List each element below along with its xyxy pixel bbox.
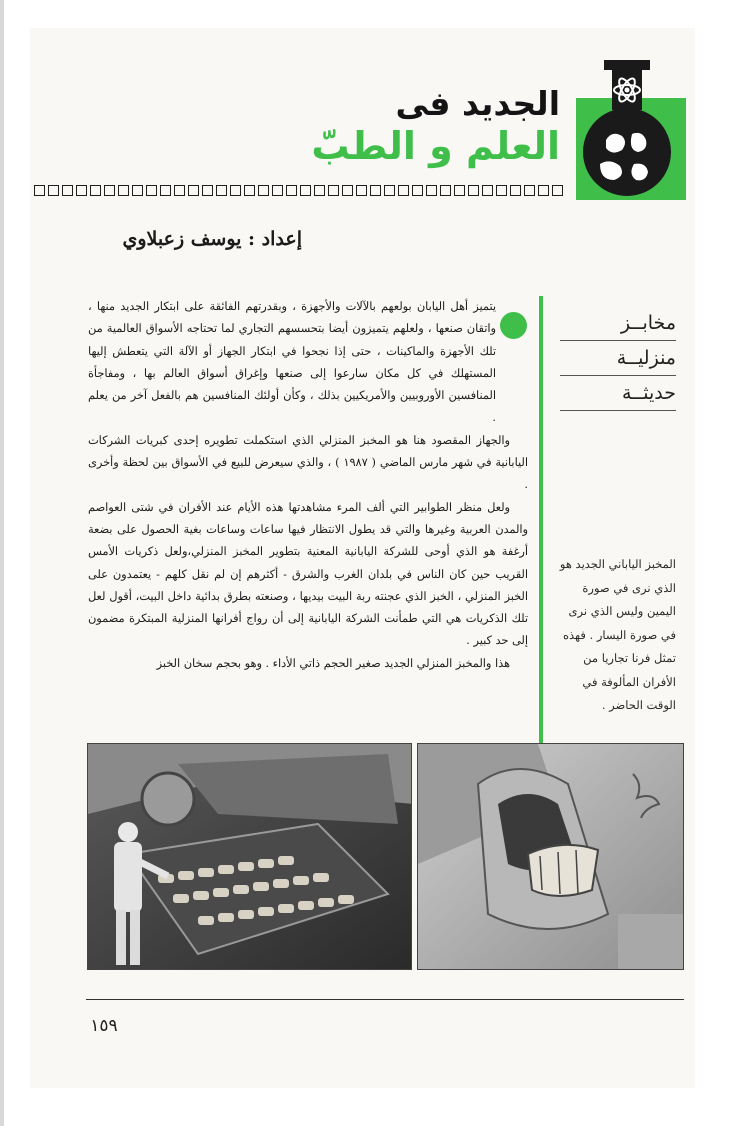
header-title-line1: الجديد فى xyxy=(395,84,560,123)
article-paragraph: والجهاز المقصود هنا هو المخبز المنزلي الذي استكملت تطويره إحدى كبريات الشركات اليابانية في شهر مارس الماضي ( ١٩٨٧ ) ، والذي سيعرض للبيع في الأسواق بين لحظة وأخرى . xyxy=(88,433,528,492)
bread-maker-icon xyxy=(418,744,684,970)
footer-rule xyxy=(86,999,684,1000)
article-paragraph: هذا والمخبز المنزلي الجديد صغير الحجم ذاتي الأداء . وهو بحجم سخان الخبز xyxy=(156,656,510,670)
home-bread-maker-photo xyxy=(417,743,684,970)
page-spine xyxy=(0,0,4,1126)
science-flask-logo xyxy=(576,60,686,200)
sidebar-accent-bar xyxy=(539,296,543,752)
commercial-bakery-photo xyxy=(87,743,412,970)
page-number: ١٥٩ xyxy=(90,1016,118,1036)
header-title-line2: العلم و الطبّ xyxy=(311,124,560,168)
article-paragraph: ولعل منظر الطوابير التي ألف المرء مشاهدتها هذه الأيام عند الأفران في شتى العواصم والمدن العربية وغيرها والتي قد يطول الانتظار فيها ساعات وساعات بغية الحصول على بضعة أرغفة هو الذي أوحى للشركة اليابانية المعنية بتطوير المخبز المنزلي،ولعل ذكريات الأمس القريب حين كان الناس في بلدان الغرب والشرق - أكثرهم إن لم نقل كلهم - يعتمدون على الخبز المنزلي ، الخبز الذي عجنته ربة البيت بيديها ، وصنعته بطرق بدائية داخل البيت، أقول لعل تلك الذكريات هي التي طمأنت الشركة اليابانية إلى أن رواج أفرانها المنزلية المبتكرة مضمون إلى حد كبير . xyxy=(88,500,528,648)
sidebar-title-line: حديثــة xyxy=(560,376,676,411)
sidebar-title-line: مخابــز xyxy=(560,306,676,341)
author-byline: إعداد : يوسف زعبلاوي xyxy=(122,228,302,250)
photo-caption: المخبز الياباني الجديد هو الذي نرى في صورة اليمين وليس الذي نرى في صورة اليسار . فهذه تمثل فرنا تجاريا من الأفران المألوفة في الوقت الحاضر . xyxy=(559,557,676,712)
sidebar-title-line: منزليــة xyxy=(560,341,676,376)
sidebar-title xyxy=(560,306,676,410)
article-paragraph: يتميز أهل اليابان بولعهم بالآلات والأجهزة ، وبقدرتهم الفائقة على ابتكار الجديد منها ، واتقان صنعها ، ولعلهم يتميزون أيضا بتحسسهم التجاري لما تحتاجه الأسواق العالمية من تلك الأجهزة والماكينات ، حتى إذا نجحوا في ابتكار الجهاز أو الآلة التي يتعطش إليها المستهلك في كل مكان سارعوا إلى صنعها وإغراق أسواق العالم بها ، ومفاجأة المنافسين الأوروبيين والأمريكيين بذلك ، وكأن أولئك المنافسين هم بالفعل آخر من يعلم . xyxy=(88,300,496,425)
article-body xyxy=(88,296,528,724)
flask-icon xyxy=(576,60,686,200)
bakery-oven-icon xyxy=(88,744,412,970)
decorative-square-strip xyxy=(34,183,574,197)
